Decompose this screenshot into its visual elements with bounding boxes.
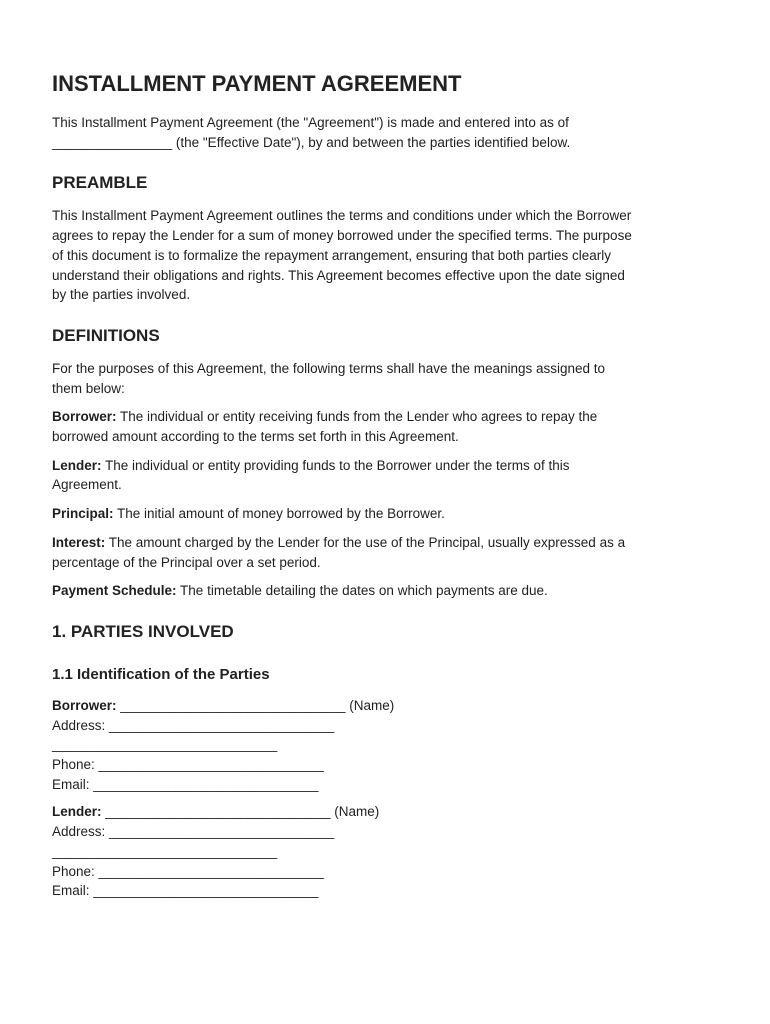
borrower-name-line [52, 696, 722, 716]
definition-term: Borrower: [52, 409, 117, 425]
definition-line: percentage of the Principal over a set period. [52, 554, 321, 570]
lender-phone-field: Phone: ______________________________ [52, 863, 324, 879]
definitions-intro-line: For the purposes of this Agreement, the following terms shall have the meanings assigned to [52, 360, 606, 376]
definition-text: The individual or entity providing funds to the Borrower under the terms of this [101, 457, 570, 473]
definition-principal [52, 504, 722, 524]
definition-line: borrowed amount according to the terms set forth in this Agreement. [52, 429, 459, 445]
definition-line: Agreement. [52, 477, 122, 493]
definition-line [52, 456, 722, 476]
lender-label: Lender: [52, 804, 102, 820]
borrower-phone-field: Phone: ______________________________ [52, 757, 324, 773]
definition-term: Principal: [52, 506, 114, 522]
borrower-name-field: ______________________________ (Name) [116, 697, 395, 713]
preamble-line: This Installment Payment Agreement outlines the terms and conditions under which the Borrower [52, 208, 632, 224]
lender-address-line2: ______________________________ [52, 843, 278, 859]
borrower-address-line2: ______________________________ [52, 737, 278, 753]
definition-term: Payment Schedule: [52, 583, 177, 599]
intro-line: This Installment Payment Agreement (the "Agreement") is made and entered into as of [52, 115, 569, 130]
definitions-intro [52, 359, 722, 398]
definition-term: Lender: [52, 457, 102, 473]
definitions-heading: DEFINITIONS [52, 325, 160, 345]
borrower-address-field: Address: ______________________________ [52, 717, 335, 733]
definition-lender [52, 456, 722, 495]
intro-paragraph [52, 113, 722, 152]
lender-name-line [52, 802, 722, 822]
definition-line [52, 533, 722, 553]
document-page [52, 66, 722, 909]
preamble-paragraph [52, 206, 722, 305]
borrower-block [52, 696, 722, 795]
document-title: INSTALLMENT PAYMENT AGREEMENT [52, 71, 462, 96]
parties-subheading: 1.1 Identification of the Parties [52, 665, 270, 683]
borrower-email-field: Email: ______________________________ [52, 776, 319, 792]
definition-text: The amount charged by the Lender for the use of the Principal, usually expressed as a [105, 534, 626, 550]
definition-text: The individual or entity receiving funds from the Lender who agrees to repay the [116, 409, 598, 425]
definition-line [52, 504, 722, 524]
definition-borrower [52, 407, 722, 446]
lender-block [52, 802, 722, 901]
definition-interest [52, 533, 722, 572]
preamble-heading: PREAMBLE [52, 173, 148, 193]
definition-text: The timetable detailing the dates on which payments are due. [176, 583, 548, 599]
lender-address-field: Address: ______________________________ [52, 824, 335, 840]
preamble-line: of this document is to formalize the repayment arrangement, ensuring that both parties clearly [52, 247, 612, 263]
definition-payment-schedule [52, 581, 722, 601]
definitions-intro-line: them below: [52, 380, 125, 396]
lender-name-field: ______________________________ (Name) [101, 804, 380, 820]
preamble-line: understand their obligations and rights. This Agreement becomes effective upon the date signed [52, 267, 625, 283]
definition-line [52, 581, 722, 601]
borrower-label: Borrower: [52, 697, 117, 713]
parties-heading: 1. PARTIES INVOLVED [52, 621, 234, 641]
definition-text: The initial amount of money borrowed by the Borrower. [113, 506, 445, 522]
intro-line: ________________ (the "Effective Date"), by and between the parties identified below. [52, 134, 571, 150]
preamble-line: by the parties involved. [52, 287, 191, 303]
definition-term: Interest: [52, 534, 106, 550]
lender-email-field: Email: ______________________________ [52, 883, 319, 899]
definition-line [52, 407, 722, 427]
preamble-line: agrees to repay the Lender for a sum of money borrowed under the specified terms. The purpose [52, 228, 632, 244]
